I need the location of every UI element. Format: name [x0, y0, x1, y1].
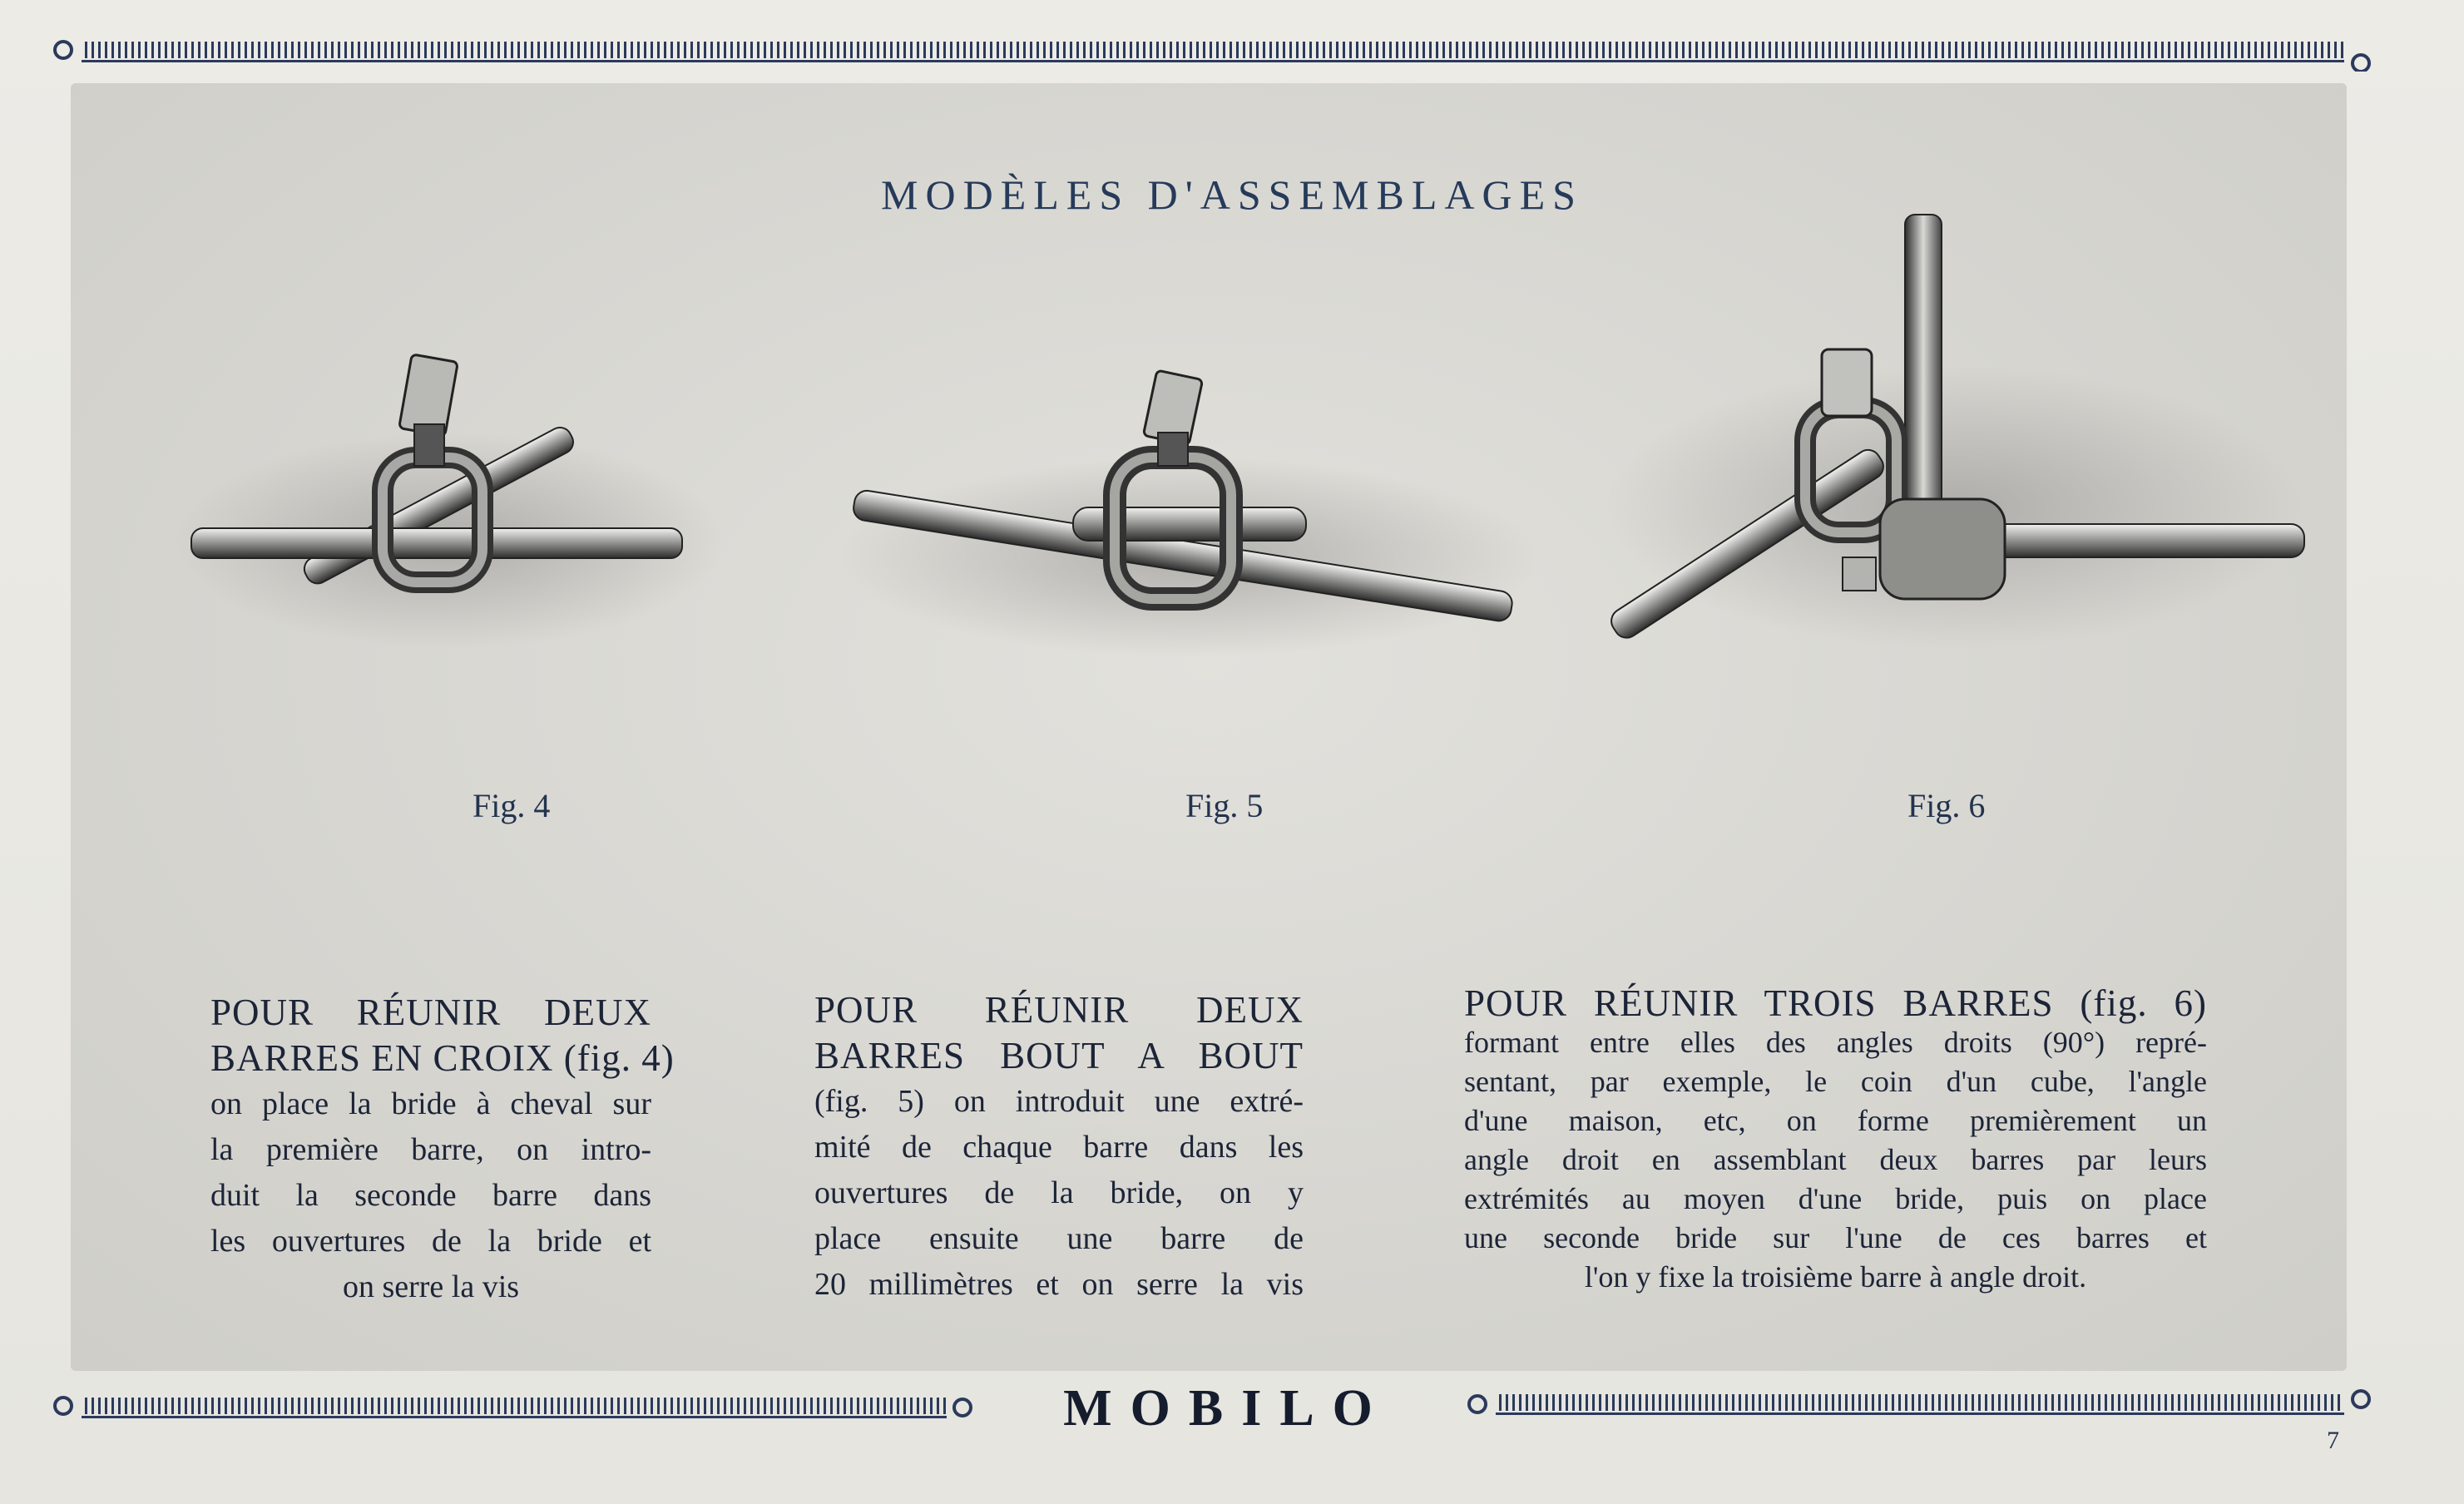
figure-6-three-bar-corner-illustration — [1606, 191, 2313, 690]
figure-4-cross-joint-illustration — [166, 324, 732, 674]
figure-4-caption: Fig. 4 — [473, 787, 551, 824]
text-line: 20 millimètres et on serre la vis — [814, 1267, 1304, 1302]
text-line: les ouvertures de la bride et — [210, 1224, 651, 1259]
text-line: l'on y fixe la troisième barre à angle droit. — [1584, 1260, 2087, 1294]
brand-name: MOBILO — [1063, 1380, 1391, 1437]
page-title: MODÈLES D'ASSEMBLAGES — [881, 171, 1583, 218]
text-line: BARRES BOUT A BOUT — [814, 1035, 1304, 1076]
figure-6-caption: Fig. 6 — [1907, 787, 1986, 824]
text-line: la première barre, on intro- — [210, 1132, 651, 1167]
text-line: duit la seconde barre dans — [210, 1178, 651, 1213]
text-line: mité de chaque barre dans les — [814, 1130, 1304, 1165]
text-line: ouvertures de la bride, on y — [814, 1175, 1304, 1210]
text-line: on serre la vis — [342, 1269, 520, 1304]
text-line: une seconde bride sur l'une de ces barres et — [1464, 1221, 2207, 1254]
text-line: (fig. 5) on introduit une extré- — [814, 1084, 1304, 1119]
text-line: sentant, par exemple, le coin d'un cube, l'angle — [1464, 1065, 2207, 1098]
figure-5-end-to-end-joint-illustration — [824, 358, 1547, 690]
text-line: place ensuite une barre de — [814, 1221, 1304, 1256]
text-line: on place la bride à cheval sur — [210, 1086, 651, 1121]
text-line: POUR RÉUNIR DEUX — [210, 992, 651, 1033]
text-line: formant entre elles des angles droits (90°) repré- — [1464, 1026, 2207, 1059]
text-line: d'une maison, etc, on forme premièrement un — [1464, 1104, 2207, 1137]
text-line: extrémités au moyen d'une bride, puis on place — [1464, 1182, 2207, 1215]
page-number: 7 — [2327, 1427, 2339, 1454]
text-line: POUR RÉUNIR DEUX — [814, 989, 1304, 1031]
top-ornamental-border — [52, 38, 2381, 72]
column-three-bars-text — [1464, 984, 2207, 1297]
text-line: POUR RÉUNIR TROIS BARRES (fig. 6) — [1464, 982, 2207, 1024]
figure-5-caption: Fig. 5 — [1185, 787, 1264, 824]
column-end-to-end-text — [814, 987, 1304, 1308]
bottom-left-ornamental-border — [52, 1394, 979, 1424]
text-line: angle droit en assemblant deux barres par leurs — [1464, 1143, 2207, 1176]
text-line: BARRES EN CROIX (fig. 4) — [210, 1037, 675, 1079]
bottom-right-ornamental-border — [1466, 1388, 2381, 1417]
column-cross-joint-text — [210, 990, 675, 1310]
